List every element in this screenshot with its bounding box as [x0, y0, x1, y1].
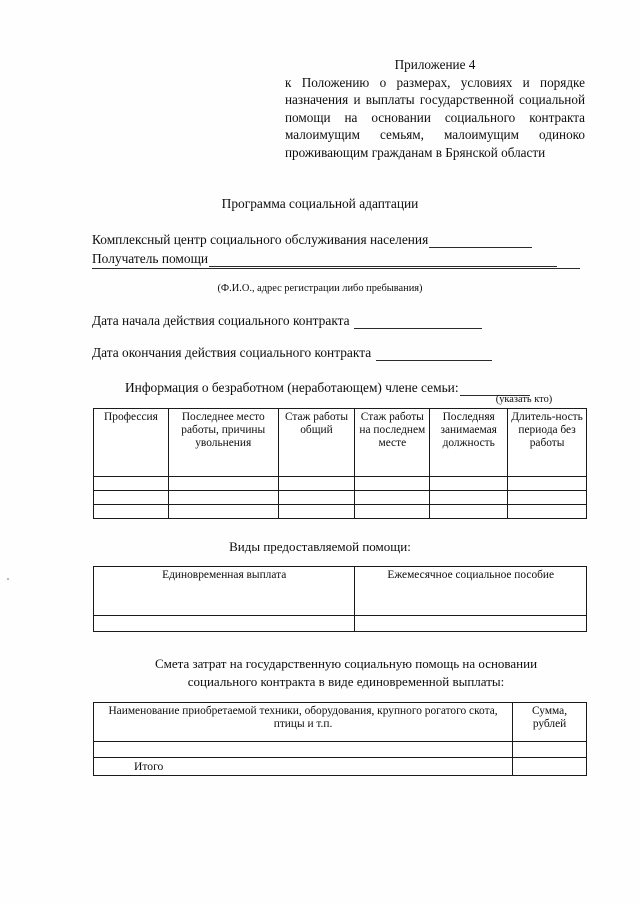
table-header-row	[94, 567, 587, 616]
estimate-heading-line-2: социального контракта в виде единовременной выплаты:	[187, 674, 505, 689]
estimate-section-heading	[110, 655, 582, 691]
table-row	[94, 477, 587, 491]
table-total-row	[94, 758, 587, 776]
cell-profession[interactable]	[94, 491, 169, 505]
cost-estimate-table	[93, 702, 587, 776]
cell-last-place-experience[interactable]	[355, 505, 430, 519]
recipient-field-row	[92, 251, 557, 267]
column-header-last-position: Последняя занимаемая должность	[430, 409, 508, 477]
cell-item-name[interactable]	[94, 742, 513, 758]
contract-start-date-label: Дата начала действия социального контракта	[92, 313, 350, 328]
table-row	[94, 616, 587, 632]
column-header-unemployment-duration: Длитель-ность периода без работы	[508, 409, 587, 477]
organization-field-row	[92, 232, 532, 248]
contract-end-date-label: Дата окончания действия социального контракта	[92, 345, 372, 360]
cell-total-experience[interactable]	[278, 505, 355, 519]
cell-amount-rubles[interactable]	[513, 742, 587, 758]
column-header-monthly-allowance: Ежемесячное социальное пособие	[355, 567, 587, 616]
total-label: Итого	[94, 758, 513, 776]
aid-types-table	[93, 566, 587, 632]
aid-section-heading: Виды предоставляемой помощи:	[229, 539, 411, 554]
recipient-label: Получатель помощи	[92, 251, 209, 266]
cell-last-place-experience[interactable]	[355, 477, 430, 491]
cell-profession[interactable]	[94, 505, 169, 519]
contract-end-date-input[interactable]	[376, 348, 492, 361]
cell-total-experience[interactable]	[278, 491, 355, 505]
cell-last-workplace[interactable]	[168, 505, 278, 519]
table-row	[94, 505, 587, 519]
cell-last-position[interactable]	[430, 505, 508, 519]
table-row	[94, 491, 587, 505]
column-header-last-place-experience: Стаж работы на последнем месте	[355, 409, 430, 477]
page-title: Программа социальной адаптации	[221, 196, 419, 211]
cell-last-position[interactable]	[430, 477, 508, 491]
column-header-lump-sum-payment: Единовременная выплата	[94, 567, 355, 616]
cell-last-workplace[interactable]	[168, 491, 278, 505]
contract-start-date-row	[92, 313, 482, 329]
appendix-reference-text: к Положению о размерах, условиях и порядке назначения и выплаты государственной социальной помощи на основании социального контракта малоимущим семьям, малоимущим одиноко проживающим гражданам в Брянской области	[285, 75, 585, 160]
table-header-row	[94, 409, 587, 477]
appendix-header-block	[285, 56, 585, 161]
total-amount-value[interactable]	[513, 758, 587, 776]
cell-profession[interactable]	[94, 477, 169, 491]
table-row	[94, 742, 587, 758]
contract-start-date-input[interactable]	[354, 316, 482, 329]
column-header-amount-rubles: Сумма, рублей	[513, 703, 587, 742]
column-header-profession: Профессия	[94, 409, 169, 477]
organization-label: Комплексный центр социального обслуживания населения	[92, 232, 429, 247]
scan-artifact-speck	[7, 578, 9, 580]
cell-unemployment-duration[interactable]	[508, 505, 587, 519]
contract-end-date-row	[92, 345, 492, 361]
cell-last-position[interactable]	[430, 491, 508, 505]
cell-unemployment-duration[interactable]	[508, 491, 587, 505]
cell-unemployment-duration[interactable]	[508, 477, 587, 491]
unemployed-person-caption: (указать кто)	[495, 394, 553, 405]
estimate-heading-line-1: Смета затрат на государственную социальную помощь на основании	[154, 656, 538, 671]
column-header-total-experience: Стаж работы общий	[278, 409, 355, 477]
recipient-input[interactable]	[209, 254, 557, 267]
organization-input[interactable]	[429, 235, 532, 248]
unemployed-info-table	[93, 408, 587, 519]
table-header-row	[94, 703, 587, 742]
column-header-last-workplace: Последнее место работы, причины увольнения	[168, 409, 278, 477]
recipient-field-caption: (Ф.И.О., адрес регистрации либо пребывания)	[217, 283, 423, 294]
cell-lump-sum-payment[interactable]	[94, 616, 355, 632]
cell-last-place-experience[interactable]	[355, 491, 430, 505]
cell-last-workplace[interactable]	[168, 477, 278, 491]
appendix-number: Приложение 4	[394, 57, 476, 72]
unemployed-section-heading: Информация о безработном (неработающем) члене семьи:	[125, 380, 459, 395]
cell-monthly-allowance[interactable]	[355, 616, 587, 632]
cell-total-experience[interactable]	[278, 477, 355, 491]
recipient-second-line-input[interactable]	[92, 268, 580, 269]
column-header-item-name: Наименование приобретаемой техники, оборудования, крупного рогатого скота, птицы и т.п.	[94, 703, 513, 742]
